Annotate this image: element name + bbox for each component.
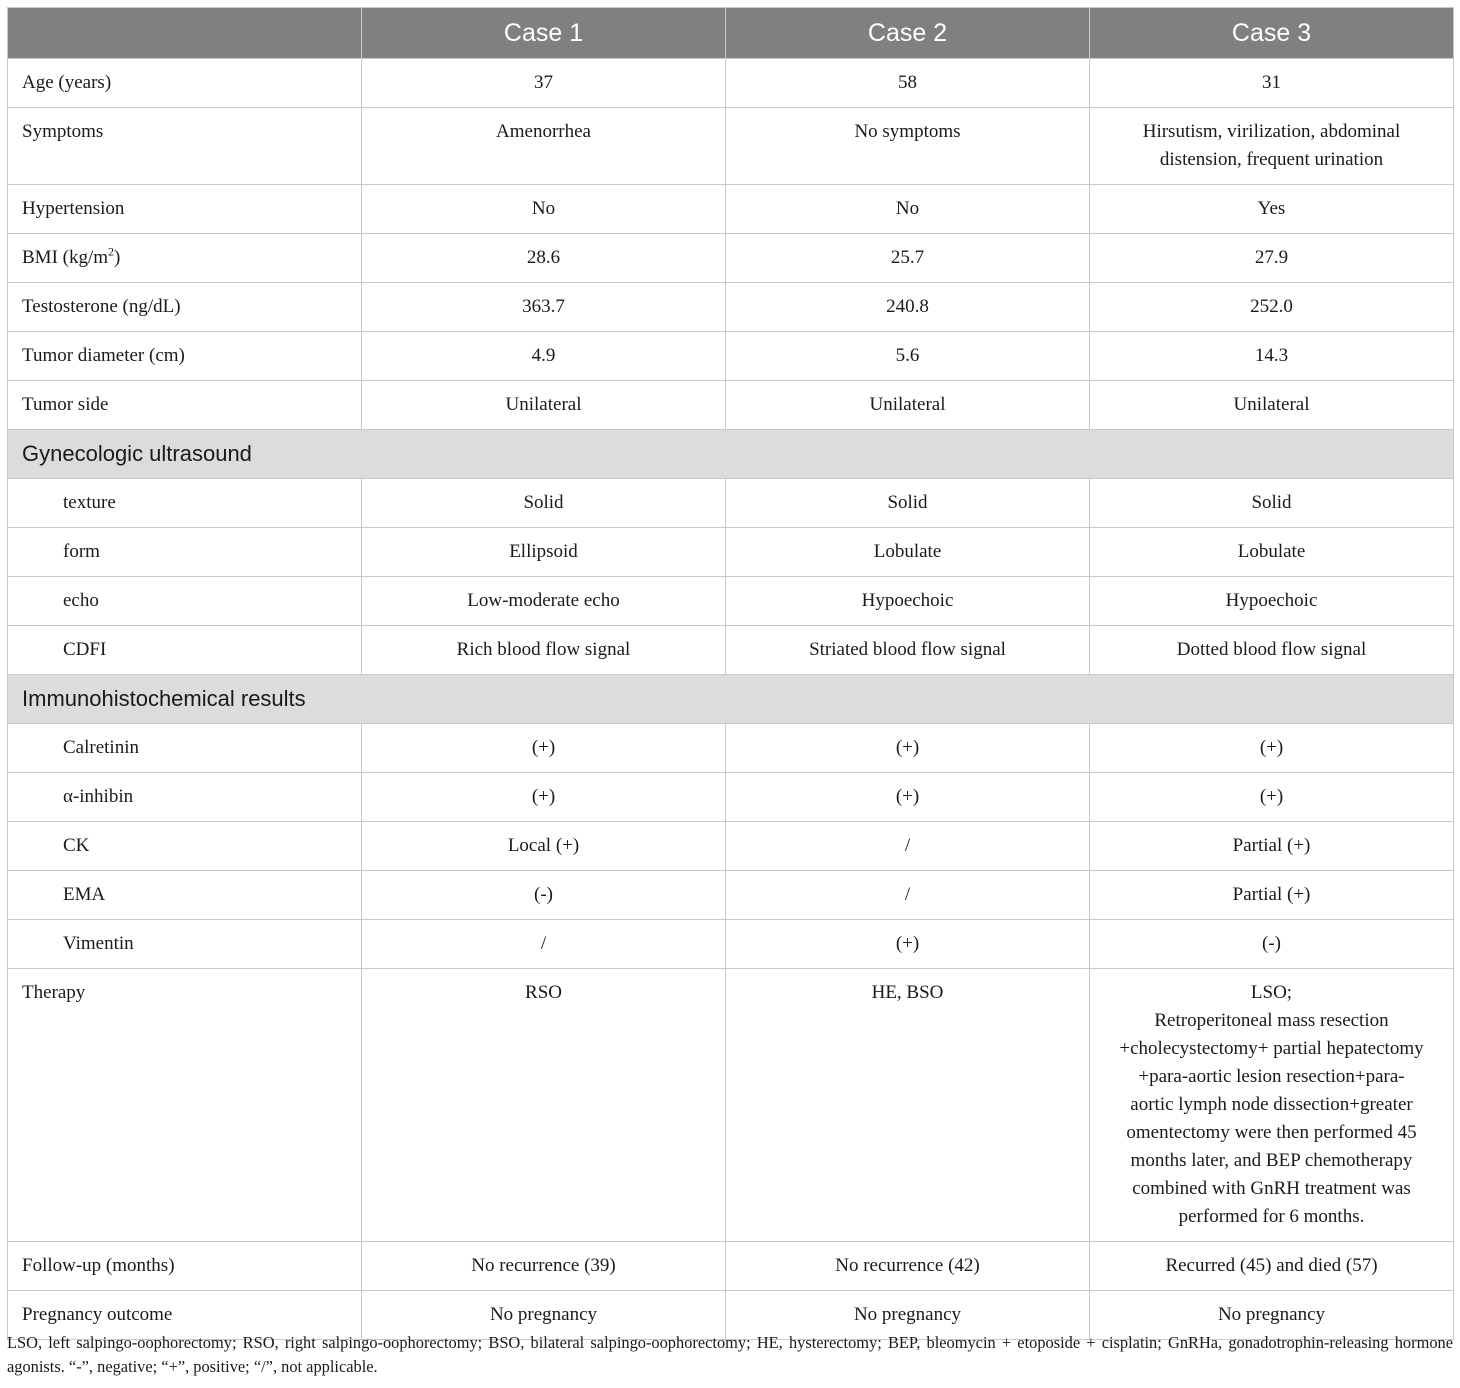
- cell-line: LSO;: [1250, 982, 1293, 1003]
- header-case-3: Case 3: [1090, 8, 1454, 59]
- cell-case-2: HE, BSO: [726, 969, 1090, 1242]
- cell-case-3: 14.3: [1090, 332, 1454, 381]
- cell-case-2: (+): [726, 920, 1090, 969]
- cell-case-3: 27.9: [1090, 234, 1454, 283]
- table-row-symptoms: [8, 108, 1454, 185]
- cell-line: Hirsutism, virilization, abdominal: [1142, 121, 1401, 142]
- cell-case-1: No pregnancy: [362, 1291, 726, 1340]
- cell-case-2: (+): [726, 724, 1090, 773]
- cell-line: +cholecystectomy+ partial hepatectomy: [1119, 1038, 1424, 1059]
- row-label: Therapy: [8, 969, 362, 1242]
- row-label: Tumor diameter (cm): [8, 332, 362, 381]
- table-row-follow-up: [8, 1242, 1454, 1291]
- table-row-tumor-side: [8, 381, 1454, 430]
- row-label: CK: [8, 822, 362, 871]
- cell-case-3: (+): [1090, 724, 1454, 773]
- row-label: Hypertension: [8, 185, 362, 234]
- row-label: Calretinin: [8, 724, 362, 773]
- cell-case-2: No: [726, 185, 1090, 234]
- table-row-testosterone: [8, 283, 1454, 332]
- cell-case-2: Solid: [726, 479, 1090, 528]
- row-label: Tumor side: [8, 381, 362, 430]
- cell-case-1: 28.6: [362, 234, 726, 283]
- cell-line: months later, and BEP chemotherapy: [1130, 1150, 1413, 1171]
- table-row-texture: [8, 479, 1454, 528]
- cell-case-1: (+): [362, 773, 726, 822]
- cell-case-3: 31: [1090, 59, 1454, 108]
- cell-case-1: (-): [362, 871, 726, 920]
- row-label: form: [8, 528, 362, 577]
- cell-case-2: /: [726, 871, 1090, 920]
- label-text: ): [114, 247, 121, 268]
- cell-case-1: No recurrence (39): [362, 1242, 726, 1291]
- cell-case-3: Yes: [1090, 185, 1454, 234]
- cell-case-1: 363.7: [362, 283, 726, 332]
- cell-case-2: Lobulate: [726, 528, 1090, 577]
- row-label: EMA: [8, 871, 362, 920]
- row-label: echo: [8, 577, 362, 626]
- cell-case-2: 58: [726, 59, 1090, 108]
- section-title: Gynecologic ultrasound: [8, 430, 1454, 479]
- cell-case-1: Amenorrhea: [362, 108, 726, 185]
- section-title: Immunohistochemical results: [8, 675, 1454, 724]
- cell-case-2: 240.8: [726, 283, 1090, 332]
- cell-line: distension, frequent urination: [1159, 149, 1384, 170]
- cell-case-1: 37: [362, 59, 726, 108]
- cell-case-3: No pregnancy: [1090, 1291, 1454, 1340]
- header-case-1: Case 1: [362, 8, 726, 59]
- cell-case-1: RSO: [362, 969, 726, 1242]
- table-header: [8, 8, 1454, 59]
- cell-case-3: Partial (+): [1090, 871, 1454, 920]
- section-immunohistochemical-results: [8, 675, 1454, 724]
- cell-line: performed for 6 months.: [1178, 1206, 1365, 1227]
- table-row-vimentin: [8, 920, 1454, 969]
- cell-case-3: [1090, 969, 1454, 1242]
- cell-case-3: Dotted blood flow signal: [1090, 626, 1454, 675]
- case-comparison-table: [7, 7, 1454, 1340]
- cell-case-2: No pregnancy: [726, 1291, 1090, 1340]
- cell-case-2: No symptoms: [726, 108, 1090, 185]
- table-row-alpha-inhibin: [8, 773, 1454, 822]
- cell-line: +para-aortic lesion resection+para-: [1138, 1066, 1405, 1087]
- row-label: α-inhibin: [8, 773, 362, 822]
- cell-case-1: (+): [362, 724, 726, 773]
- table-row-bmi: [8, 234, 1454, 283]
- cell-case-1: Ellipsoid: [362, 528, 726, 577]
- row-label: Vimentin: [8, 920, 362, 969]
- cell-case-1: Local (+): [362, 822, 726, 871]
- row-label: CDFI: [8, 626, 362, 675]
- table-footnote: LSO, left salpingo-oophorectomy; RSO, right salpingo-oophorectomy; BSO, bilateral salpingo-oophorectomy; HE, hysterectomy; BEP, bleomycin + etoposide + cisplatin; GnRHa, gonadotrophin-releasing hormone agonists. “-”, negative; “+”, positive; “/”, not applicable.: [7, 1333, 1453, 1376]
- cell-case-2: /: [726, 822, 1090, 871]
- cell-case-3: [1090, 108, 1454, 185]
- cell-case-3: Hypoechoic: [1090, 577, 1454, 626]
- table-row-tumor-diameter: [8, 332, 1454, 381]
- cell-line: Retroperitoneal mass resection: [1154, 1010, 1389, 1031]
- row-label: Age (years): [8, 59, 362, 108]
- label-superscript: 2: [108, 244, 115, 259]
- header-blank: [8, 8, 362, 59]
- table-row-ema: [8, 871, 1454, 920]
- cell-case-3: Partial (+): [1090, 822, 1454, 871]
- cell-case-3: Lobulate: [1090, 528, 1454, 577]
- cell-case-1: Low-moderate echo: [362, 577, 726, 626]
- table-row-form: [8, 528, 1454, 577]
- table-row-ck: [8, 822, 1454, 871]
- table-row-therapy: [8, 969, 1454, 1242]
- row-label: texture: [8, 479, 362, 528]
- table-row-calretinin: [8, 724, 1454, 773]
- cell-case-2: Hypoechoic: [726, 577, 1090, 626]
- cell-line: combined with GnRH treatment was: [1132, 1178, 1411, 1199]
- cell-case-1: 4.9: [362, 332, 726, 381]
- cell-case-1: Rich blood flow signal: [362, 626, 726, 675]
- row-label: [8, 234, 362, 283]
- table-row-echo: [8, 577, 1454, 626]
- cell-case-1: Unilateral: [362, 381, 726, 430]
- row-label: Symptoms: [8, 108, 362, 185]
- cell-line: omentectomy were then performed 45: [1126, 1122, 1417, 1143]
- label-text: BMI (kg/m: [22, 247, 109, 268]
- cell-case-3: Recurred (45) and died (57): [1090, 1242, 1454, 1291]
- row-label: Follow-up (months): [8, 1242, 362, 1291]
- cell-case-3: Unilateral: [1090, 381, 1454, 430]
- cell-case-2: Unilateral: [726, 381, 1090, 430]
- table-row-hypertension: [8, 185, 1454, 234]
- cell-case-2: 25.7: [726, 234, 1090, 283]
- cell-case-2: No recurrence (42): [726, 1242, 1090, 1291]
- cell-line: aortic lymph node dissection+greater: [1130, 1094, 1413, 1115]
- cell-case-2: (+): [726, 773, 1090, 822]
- cell-case-3: (+): [1090, 773, 1454, 822]
- cell-case-1: /: [362, 920, 726, 969]
- row-label: Pregnancy outcome: [8, 1291, 362, 1340]
- cell-case-2: Striated blood flow signal: [726, 626, 1090, 675]
- header-case-2: Case 2: [726, 8, 1090, 59]
- cell-case-3: Solid: [1090, 479, 1454, 528]
- cell-case-2: 5.6: [726, 332, 1090, 381]
- row-label: Testosterone (ng/dL): [8, 283, 362, 332]
- section-gynecologic-ultrasound: [8, 430, 1454, 479]
- table-row-age: [8, 59, 1454, 108]
- table-row-cdfi: [8, 626, 1454, 675]
- cell-case-3: (-): [1090, 920, 1454, 969]
- cell-case-3: 252.0: [1090, 283, 1454, 332]
- cell-case-1: No: [362, 185, 726, 234]
- cell-case-1: Solid: [362, 479, 726, 528]
